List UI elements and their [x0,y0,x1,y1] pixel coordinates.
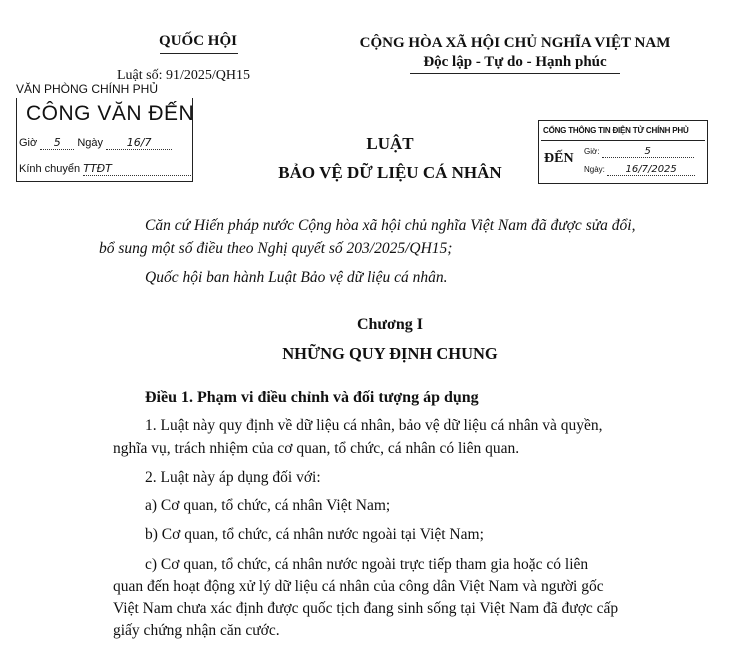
stamp-portal-day-label: Ngày: [584,165,605,174]
stamp-portal-header: CỔNG THÔNG TIN ĐIỆN TỬ CHÍNH PHỦ [543,126,689,135]
law-number: Luật số: 91/2025/QH15 [117,68,250,83]
article-title: Điều 1. Phạm vi điều chỉnh và đối tượng áp dụng [145,389,479,406]
stamp-hour-label: Giờ [19,137,38,149]
article-clause: a) Cơ quan, tổ chức, cá nhân Việt Nam; [145,497,391,514]
issuing-body: QUỐC HỘI [159,33,237,49]
law-title: BẢO VỆ DỮ LIỆU CÁ NHÂN [278,163,502,182]
issuing-body-underline [160,53,238,54]
article-clause: c) Cơ quan, tổ chức, cá nhân nước ngoài trực tiếp tham gia hoặc có liên [145,556,589,573]
stamp-hour-value: 5 [40,136,74,150]
stamp-forward-label: Kính chuyển [19,163,81,175]
chapter-label: Chương I [356,316,424,333]
article-clause: b) Cơ quan, tổ chức, cá nhân nước ngoài tại Việt Nam; [145,526,484,543]
chapter-title: NHỮNG QUY ĐỊNH CHUNG [282,344,498,363]
stamp-office-agency: VĂN PHÒNG CHÍNH PHỦ [16,82,159,96]
preamble-line: bổ sung một số điều theo Nghị quyết số 203/2025/QH15; [99,240,453,257]
article-clause: Việt Nam chưa xác định được quốc tịch đang sinh sống tại Việt Nam đã được cấp [113,600,619,617]
stamp-day-value: 16/7 [106,136,172,150]
article-clause: giấy chứng nhận căn cước. [113,622,280,639]
preamble-line: Quốc hội ban hành Luật Bảo vệ dữ liệu cá nhân. [145,269,448,286]
stamp-office-title: CÔNG VĂN ĐẾN [26,102,195,125]
stamp-portal-day-value: 16/7/2025 [607,164,695,176]
motto-underline [410,73,620,74]
stamp-day-label: Ngày [77,137,104,149]
stamp-portal-hour-label: Giờ: [584,147,600,156]
article-clause: quan đến hoạt động xử lý dữ liệu cá nhân của công dân Việt Nam và người gốc [113,578,604,595]
article-paragraph: nghĩa vụ, trách nhiệm của cơ quan, tổ chức, cá nhân có liên quan. [113,440,520,457]
preamble-line: Căn cứ Hiến pháp nước Cộng hòa xã hội chủ nghĩa Việt Nam đã được sửa đổi, [145,217,636,234]
national-motto: Độc lập - Tự do - Hạnh phúc [423,54,607,70]
nation-name: CỘNG HÒA XÃ HỘI CHỦ NGHĨA VIỆT NAM [359,35,671,51]
stamp-portal-hour-value: 5 [602,146,694,158]
stamp-portal-received: ĐẾN [544,151,574,166]
article-paragraph: 2. Luật này áp dụng đối với: [145,469,321,486]
document-type-heading: LUẬT [366,134,414,153]
article-paragraph: 1. Luật này quy định về dữ liệu cá nhân, bảo vệ dữ liệu cá nhân và quyền, [145,417,603,434]
stamp-forward-value: TTĐT [83,162,193,176]
